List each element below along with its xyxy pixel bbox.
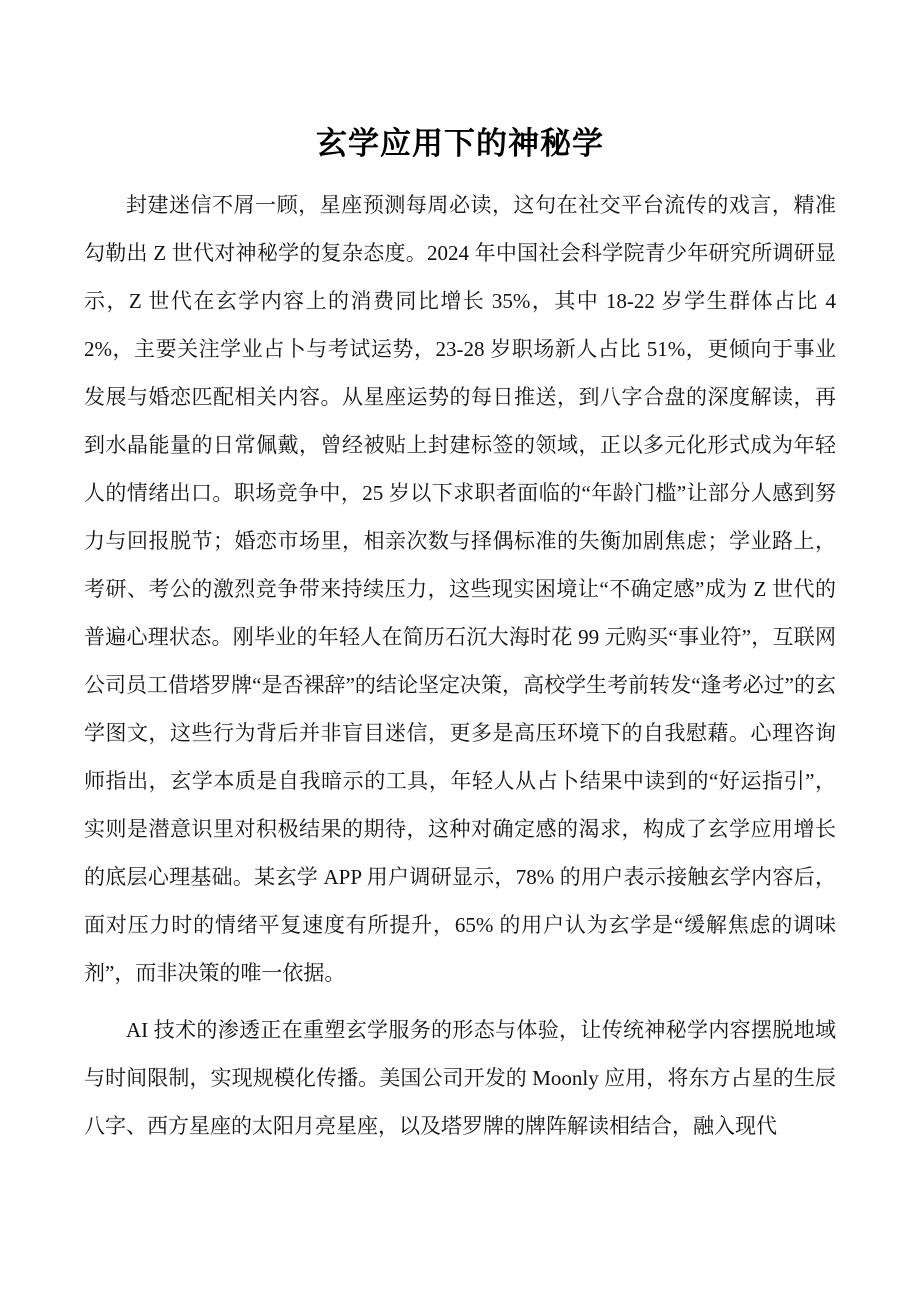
paragraph-2: AI 技术的渗透正在重塑玄学服务的形态与体验，让传统神秘学内容摆脱地域与时间限制，实现规模化传播。美国公司开发的 Moonly 应用，将东方占星的生辰八字、西方星座的太阳月亮星座，以及塔罗牌的牌阵解读相结合，融入现代 — [84, 1018, 836, 1138]
paragraph-1: 封建迷信不屑一顾，星座预测每周必读，这句在社交平台流传的戏言，精准勾勒出 Z 世代对神秘学的复杂态度。2024 年中国社会科学院青少年研究所调研显示，Z 世代在玄学内容上的消费同比增长 35%，其中 18-22 岁学生群体占比 42%，主要关注学业占卜与考试运势，23-28 岁职场新人占比 51%，更倾向于事业发展与婚恋匹配相关内容。从星座运势的每日推送，到八字合盘的深度解读，再到水晶能量的日常佩戴，曾经被贴上封建标签的领域，正以多元化形式成为年轻人的情绪出口。职场竞争中，25 岁以下求职者面临的“年龄门槛”让部分人感到努力与回报脱节；婚恋市场里，相亲次数与择偶标准的失衡加剧焦虑；学业路上，考研、考公的激烈竞争带来持续压力，这些现实困境让“不确定感”成为 Z 世代的普遍心理状态。刚毕业的年轻人在简历石沉大海时花 99 元购买“事业符”，互联网公司员工借塔罗牌“是否裸辞”的结论坚定决策，高校学生考前转发“逢考必过”的玄学图文，这些行为背后并非盲目迷信，更多是高压环境下的自我慰藉。心理咨询师指出，玄学本质是自我暗示的工具，年轻人从占卜结果中读到的“好运指引”，实则是潜意识里对积极结果的期待，这种对确定感的渴求，构成了玄学应用增长的底层心理基础。某玄学 APP 用户调研显示，78% 的用户表示接触玄学内容后，面对压力时的情绪平复速度有所提升，65% 的用户认为玄学是“缓解焦虑的调味剂”，而非决策的唯一依据。 — [84, 193, 836, 985]
document-title: 玄学应用下的神秘学 — [316, 126, 604, 161]
document-body — [84, 181, 836, 1150]
